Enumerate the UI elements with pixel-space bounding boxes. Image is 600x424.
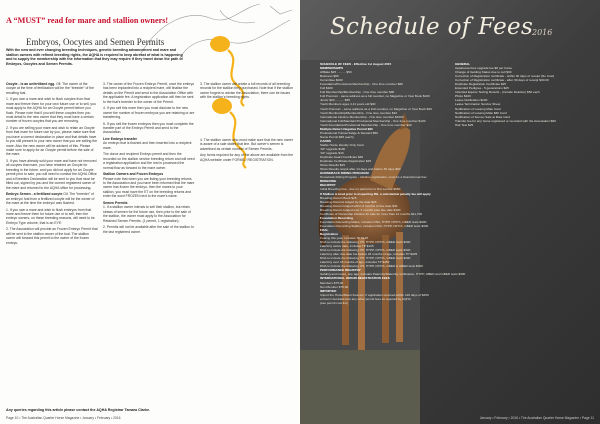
fee-section-heading: HORSEBACK RIDING PROGRAM [320, 171, 369, 176]
fee-line: Committee $100 [320, 78, 343, 83]
fee-line: Stable Horse Identity Only Card [320, 142, 364, 147]
paragraph: Semen Permits 1. If a stallion owner intends to sell their stallion, but retain straws of semen for the future use, then prior to the sale of the stallion, the owner must apply to the Association for Retained Semen Permits. (1 permit, 1 registration). [103, 200, 191, 223]
fee-line: Duplicate Award Certificate $30 [320, 155, 364, 160]
fee-line: Hair Test $25 [455, 122, 474, 127]
fee-section-heading: Multiple Return Negative Permit $90 [320, 126, 373, 131]
fee-line: DNA to include the following: P5, HYPP, N/HYA, GBED tests $300 [320, 248, 411, 253]
fee-line: Appaloosa fees upgrade fee $8 per horse [455, 66, 512, 71]
fee-line: Photo $100 [455, 94, 471, 99]
fee-line: Foundation Recording Males, includes DNA, HYPP, N/HYA, GBED tests $300 [320, 219, 427, 224]
fee-line: International Lifetime Membership - One time member $1000 [320, 114, 404, 119]
fee-line: Affiliate $25 .......... $50 [320, 70, 352, 75]
fee-line: Notification of Leasing Male $60 Card [455, 110, 507, 115]
fee-line: Inherited Equine Testing Results - (include Deletion) $50 each [455, 90, 540, 95]
fee-line: Gelding and mares, any age, includes Paternity/Maternity verification, HYPP, GBED and GBED tests $300 [320, 272, 466, 277]
fee-line: 'AP' upgrade $40 [320, 151, 344, 156]
fee-line: Members $75.00 [320, 280, 344, 285]
fee-line: Import the Horse/Mare/ Foal etc. If application received within 120 days of $250 [320, 292, 429, 297]
fee-line: Full Premium - same address as a full member, no Magazine or Year Book $100 [320, 94, 430, 99]
fee-line: Youth Foundation/Provisional Membership - One time member $40 [320, 122, 412, 127]
paragraph: The donor and recipient Embryo permit and then the recorded on the stallion service breeding return and will need a registration application and the rest is processed the normal flow as forward to the mare owner. [103, 152, 195, 170]
page-footer-left: Page 10 • The Australian Quarter Horse Magazine • January • February • 2016 [6, 416, 121, 420]
fee-line: Notification of Leasing Male Card [455, 106, 501, 111]
paragraph: 5. If you sell the frozen embryos then you must complete the transfer part of the Embryo Permit and send to the Association. [103, 121, 194, 135]
fee-line: Transfer fee for any horse registered or recorded with the Association $90 [455, 118, 556, 123]
fee-line: Junior $20 .......... $35 [320, 98, 350, 103]
article-intro: With the new and ever changing breeding techniques, genetic breeding advancement and mare and stallion owners with refined breeding rights, the AQHA is required to keep abreast of what is happening and to supply the membership with the information that they may require if they travel down the path of Embryos, Oocytes and Semen Permits. [6, 48, 183, 66]
page-footer-right: January • February • 2016 • The Australian Quarter Horse Magazine • Page 11 [479, 416, 594, 420]
fee-line: International Full/Standard Provisional Membership - One time member $100 [320, 118, 426, 123]
fee-line: Lease Notification $100 [455, 98, 488, 103]
article-column-2 [103, 82, 195, 236]
fee-line: DNA to include the following: P5, HYPP, N/HYA, GBED tests $300 [320, 256, 411, 261]
fee-line: Correction of Registration certificate - within 30 days of receipt (No Cost) [455, 74, 555, 79]
fee-section-heading: BREEDING [320, 179, 337, 184]
fee-line: Youth Members ages 4-11 years old $40 [320, 102, 376, 107]
paragraph: 3. The owner of the Frozen Embryo Permit, once the embryo has been implanted into a recipient mare, will finalise the details on the Permit and send to the Association Office with the applicable fee. A registration application will then be sent to the foal’s breeder to the owner of the Permit. [103, 82, 195, 104]
paragraph: Any forms required for any of the above are available from the AQHA website under FORMS / REGISTRATION. [200, 153, 294, 162]
fee-section-heading: GENERAL [455, 62, 471, 66]
fee-section-heading: Foundation Recording [320, 215, 353, 220]
fee-line: Youth Premium - same address as a Full member, no Magazine or Year Book $40 [320, 106, 432, 111]
fee-line: Initial Breeding Fee - due on paid prior to first service $660 [320, 187, 401, 192]
fee-line: Extended Pedigree - 5 generations $25 [455, 86, 509, 91]
fee-line: Notification of Semen Sale at Male Card [455, 114, 511, 119]
fees-column-2 [455, 62, 595, 127]
paragraph: 2. The Association will provide an Frozen Embryo Permit that will be sent to the stallion owner of the foal. The stallion owner will forward this permit to the owner of the frozen embryo. [6, 227, 98, 245]
fee-line: (see permit cost list) [320, 300, 348, 305]
paragraph: Embryo Semen - a fertilized oocyte Oll: The “breeder” of an embryo/ foal from a fertilized oocyte will be the owner of the mare at the time the embryo/ was flushed. [6, 192, 95, 205]
fee-line: Name Permit $65 (each) [320, 134, 354, 139]
article-column-3 [200, 138, 294, 164]
article-column-3-top [200, 82, 294, 102]
fee-line: DNA to include the following: P5, HYPP, N/HYA, GBED & GBED tests $300 [320, 264, 423, 269]
fee-line: Breeding Return Book $25 [320, 195, 357, 200]
fee-line: DNA to include the following: P5, HYPP, N/HYA, GBED tests $300 [320, 240, 411, 245]
fee-section-heading: INTERNATIONAL ORIGIN REGISTRATION FEES [320, 276, 390, 281]
fee-section-heading: REGISTRY [320, 183, 336, 188]
paragraph: 2. If you are selling your mare and wish to retain an Oocyte from that mare for future use by you, please make sure that you have a correct declaration in place and that details have to you still present to your new owner that you are selling the mare. Also the new owner will be advised of this. Please make sure to apply for an Oocyte permit before the sale of the mare. [6, 126, 98, 157]
paragraph: 3. The stallion owner will create a full records of all breeding records for the stallion they purchased. Note that if the stallion owner forgets to advise the Association, there can be issues with the stallion’s breeding rights. [200, 82, 293, 100]
article-column-1 [6, 82, 98, 247]
title-year: 2016 [532, 28, 553, 37]
paragraph: 1. If you own a mare and wish to flush embryos from that mare and freeze them for future use or to sell, then the embryo owners, on these breeding reasons, will need to be Embryo Type volume, that is an EYE. [6, 207, 95, 225]
fee-section-heading: IMPORTED [320, 288, 337, 293]
fee-line: 'AP' upgrade $100 [320, 146, 346, 151]
paragraph: 1. If you own a mare and wish to flush oocytes from that mare and freeze them for your own future use or to sell, you must apply to the AQHA for an Oocyte permit before you flush. Please note that if you sell these oocytes then you must detail to the new owner that they must have a certain number of frozen oocytes that you are removing. [6, 97, 96, 124]
article-footnote: Any queries regarding this article please contact the AQHA Registrar Tamara Clarke. [6, 408, 151, 412]
fee-section-heading: SCHEDULE OF FEES - Effective 1st August 2015 [320, 62, 392, 66]
fee-line: Late/Any active date, includes TP $125 [320, 244, 374, 249]
fee-line: Lease Termination Service Sheet [455, 102, 501, 107]
article-headline: A “MUST” read for mare and stallion owners! [6, 16, 169, 25]
fee-section-heading: PERFORMANCE REGISTRY [320, 268, 361, 273]
paragraph: Oocyte - is an unfertilized egg. Oll: The owner of the oocyte at the time of fertilization will be the “breeder” of the resulting foal. [6, 82, 95, 95]
fee-line: Non Member $75.00 [320, 284, 349, 289]
fee-line: Foaling this year, includes TP $125 [320, 236, 369, 241]
fee-line: Duplicate Registration Certificate $25 [455, 82, 507, 87]
fee-section-heading: CARDS [320, 138, 332, 143]
fee-line: Show Results output after 14 days and before 30 days $90 [320, 167, 401, 172]
fee-line: Foundation/Provisional Membership - One time member $80 [320, 82, 403, 87]
fee-section-heading: MEMBERSHIPS [320, 66, 344, 71]
right-page [300, 0, 600, 424]
fee-line: Professional Trainer/Judge & Steward $50 [320, 130, 378, 135]
fee-line: Business $88 [320, 74, 339, 79]
fee-line: Show Results $25 [320, 163, 345, 168]
paragraph: 2. Permits will not be available after the sale of the stallion to the last registered owner. [103, 225, 194, 234]
fee-line: Change of Gelding Status due to cull $30 [455, 70, 512, 75]
fee-line: arrival in Australia plus any other permit fees as required by AQHA [320, 296, 411, 301]
fee-line: Breeding Returns lodged by the date $25 [320, 199, 377, 204]
fee-line: Youth Membership/Membership - One time member $40 [320, 110, 398, 115]
paragraph: 4. The stallion owner who must make sure that the new owner is aware of a sale states that line. But owner’s semen is advertised as certain number of Semen Permits. [200, 138, 294, 151]
fee-section-heading: Registration [320, 231, 339, 236]
fee-line: Horseback Riding Program - Lifetime registration, must be a financial member [320, 175, 427, 180]
fee-line: Late/Any after due date but before 18 months of age, includes TP $225 [320, 252, 418, 257]
fee-line: Breeding Return lodged over 3 months past due date $100 [320, 207, 401, 212]
fee-line: Duplicate Certificate Registration $25 [320, 159, 372, 164]
fee-line: Certificate of Ownership Lifetime for sale for more than 12 months $11,700 [320, 211, 423, 216]
fee-line: Foundation Recording Stallion, includes DNA, HYPP, N/HYA, GBED tests $300 [320, 223, 429, 228]
fee-line: Correction of Registration certificate - after 30 days of receipt $30.00 [455, 78, 549, 83]
paragraph: Stallion Owners and Frozen Embryos Please note that when you are listing your breeding returns to the Association and you have been informed that the mare owner has frozen the embryo, then the mares to your stallion, you must have the ET on the breeding returns and enter the word FROZEN next to the mare’s name. [103, 172, 195, 199]
fee-section-heading: If Stallion is bred prior to inspecting RH, a substantial penalty fee will apply [320, 191, 431, 196]
article-subheadline: Embryos, Oocytes and Semen Permits [26, 37, 165, 47]
paragraph: 3. If you have already sold your mare and have not removed all oocytes that mare, you have retained an Oocyte for breeding in the future, and you did not apply for an Oocyte permit prior to sale, you will need to contact the AQHA Office and a Breeders Declaration will be sent to you that must be filled out, signed by you and the current registered owner of the mare and returned to the AQHA office for processing. [6, 159, 97, 190]
fee-section-heading: FOAL [320, 227, 329, 232]
fee-line: Full Membership/Membership - One time member $90 [320, 90, 395, 95]
fee-line: Late/Any over 18 months of age, includes TP $450 [320, 260, 390, 265]
paragraph: Live Embryo transfer An embryo that is flushed and then inserted into a recipient mare. [103, 137, 192, 150]
fee-line: Full $100 [320, 86, 333, 91]
page-title: Schedule of Fees [330, 14, 534, 40]
paragraph: 4. If you sell this mare then you must disclose to the new owner the number of frozen embryos you are retaining or are transferring. [103, 106, 195, 120]
fee-line: Breeding Return lodged within 3 months of due date $40 [320, 203, 398, 208]
